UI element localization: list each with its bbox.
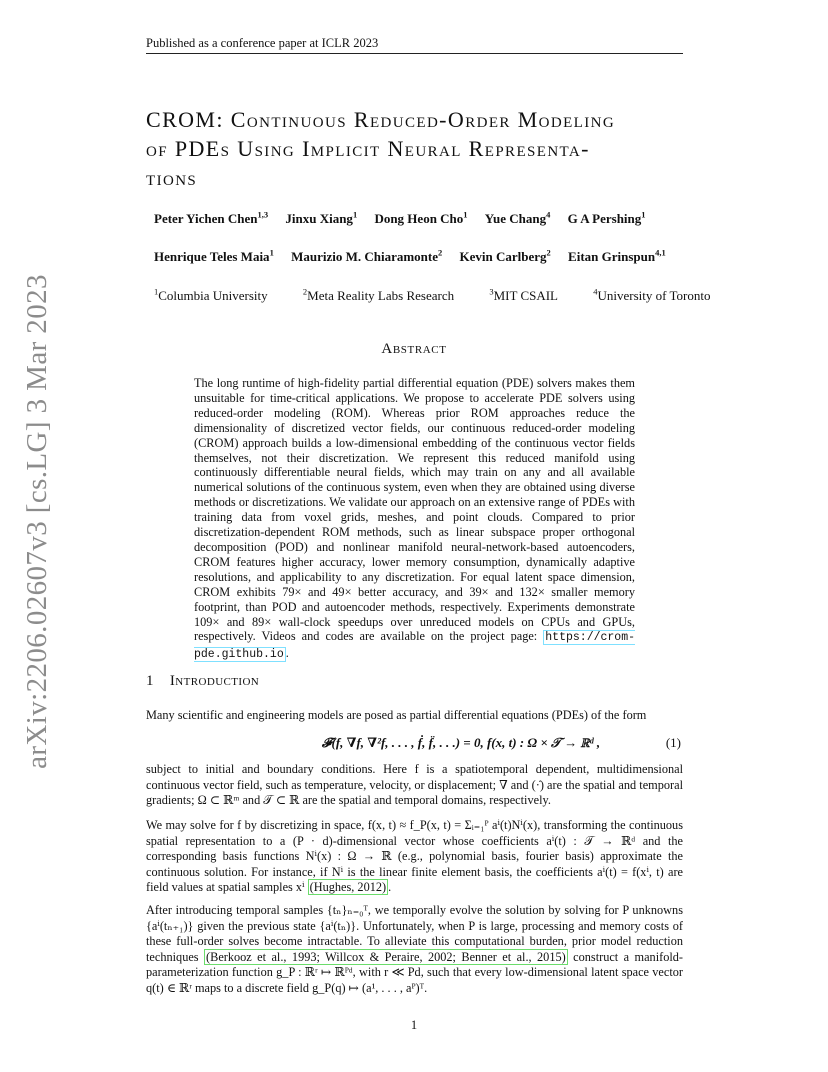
author: Eitan Grinspun$^{4,1}$ [568,248,666,265]
running-header: Published as a conference paper at ICLR 2023 [146,36,379,50]
arxiv-sidebar [20,273,54,769]
author: Jinxu Xiang$^1$ [285,210,358,227]
affiliation: $^4$University of Toronto [593,287,711,304]
page-number: 1 [410,1018,418,1032]
authors-row-1 [154,210,660,227]
intro-paragraph-2: subject to initial and boundary conditions. Here f is a spatiotemporal dependent, multidimensional continuous vector field, such as temperature, velocity, or displacement; ∇ and (·̇) are the spatial and temporal gradients; Ω ⊂ ℝᵐ and 𝒯 ⊂ ℝ are the spatial and temporal domains, respectively. [146,762,683,808]
intro-paragraph-1: Many scientific and engineering models are posed as partial differential equations (PDEs) of the form [146,708,647,722]
equation-number: (1) [665,735,681,750]
project-link[interactable]: https://crom-pde.github.io [194,631,635,662]
abstract-heading: Abstract [381,341,447,357]
paper-title [146,105,691,192]
intro-paragraph-3: We may solve for f by discretizing in space, f(x, t) ≈ f_P(x, t) = Σᵢ₌₁ᴾ aⁱ(t)Nⁱ(x), transforming the continuous spatial representation to a (P · d)-dimensional vector whose coefficients aⁱ(t) : 𝒯 → ℝᵈ and the corresponding basis functions Nⁱ(x) : Ω → ℝ (e.g., polynomial basis, fourier basis) approximate the continuous solution. For instance, if Nⁱ is the linear finite element basis, the coefficients aⁱ(t) = f(xⁱ, t) are field values at spatial samples xⁱ (Hughes, 2012) . [146,818,683,895]
citation-link[interactable]: (Hughes, 2012) [309,880,387,895]
author: Henrique Teles Maia$^1$ [154,248,274,265]
title-line-2: of PDEs Using Implicit Neural Representa- [146,136,590,161]
authors-row-2 [154,248,680,265]
author: Peter Yichen Chen$^{1,3}$ [154,210,269,227]
affiliations [154,287,742,304]
abstract-body: The long runtime of high-fidelity partial differential equation (PDE) solvers makes them unsuitable for time-critical applications. We propose to accelerate PDE solvers using reduced-order modeling (ROM). Whereas prior ROM approaches reduce the dimensionality of discretized vector fields, our continuous reduced-order modeling (CROM) approach builds a low-dimensional embedding of the continuous vector fields themselves, not their discretization. We represent this reduced manifold using continuously differentiable neural fields, which may train on any and all available numerical solutions of the continuous system, even when they are obtained using diverse methods or discretizations. We validate our approach on an extensive range of PDEs with training data from voxel grids, meshes, and point clouds. Compared to prior discretization-dependent ROM methods, such as linear subspace proper orthogonal decomposition (POD) and nonlinear manifold neural-network-based autoencoders, CROM features higher accuracy, lower memory consumption, dynamically adaptive resolutions, and applicability to any discretization. For equal latent space dimension, CROM exhibits 79× and 49× better accuracy, and 39× and 132× smaller memory footprint, than POD and autoencoder methods, respectively. Experiments demonstrate 109× and 89× wall-clock speedups over unreduced models on CPUs and GPUs, respectively. Videos and codes are available on the project page: https://crom-pde.github.io . [194,376,635,662]
author: Kevin Carlberg$^2$ [459,248,551,265]
author: Dong Heon Cho$^1$ [374,210,468,227]
author: Yue Chang$^4$ [484,210,551,227]
intro-paragraph-4: After introducing temporal samples {tₙ}ₙ₌₀ᵀ, we temporally evolve the solution by solving for P unknowns {aⁱ(tₙ₊₁)} given the previous state {aⁱ(tₙ)}. Unfortunately, when P is large, processing and memory costs of these full-order solves become intractable. To alleviate this computational burden, prior model reduction techniques (Berkooz et al., 1993; Willcox & Peraire, 2002; Benner et al., 2015) construct a manifold-parameterization function g_P : ℝʳ ↦ ℝᴾᵈ, with r ≪ Pd, such that every low-dimensional latent space vector q(t) ∈ ℝʳ maps to a discrete field g_P(q) ↦ (a¹, . . . , aᴾ)ᵀ. [146,903,684,995]
affiliation: $^3$MIT CSAIL [489,287,558,304]
arxiv-identifier: arXiv:2206.02607v3 [cs.LG] 3 Mar 2023 [20,273,53,769]
equation-1 [146,735,683,755]
header-rule [146,53,683,54]
author: Maurizio M. Chiaramonte$^2$ [291,248,443,265]
section-title: Introduction [169,673,260,689]
title-line-3: tions [146,165,198,190]
section-number: 1 [146,673,154,689]
citation-link[interactable]: (Berkooz et al., 1993; Willcox & Peraire, 2002; Benner et al., 2015) [206,949,566,964]
title-line-1: CROM: Continuous Reduced-Order Modeling [146,107,616,132]
affiliation: $^2$Meta Reality Labs Research [302,287,455,304]
author: G A Pershing$^1$ [567,210,646,227]
affiliation: $^1$Columbia University [154,287,268,304]
equation-body: 𝓕(f, ∇f, ∇²f, . . . , ḟ, f̈, . . .) = 0, f(x, t) : Ω × 𝒯 → ℝᵈ , [321,735,601,750]
section-heading [146,673,259,690]
